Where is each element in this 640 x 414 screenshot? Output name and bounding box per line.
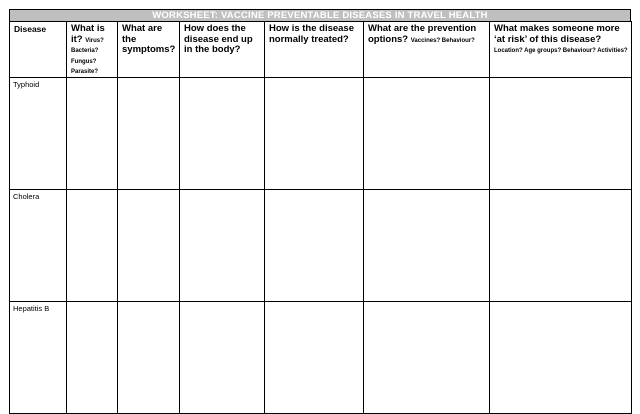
worksheet-title: WORKSHEET: VACCINE PREVENTABLE DISEASES IN TRAVEL HEALTH: [152, 10, 488, 21]
column-header-symptoms: [118, 22, 180, 78]
column-header-type: [67, 22, 118, 78]
column-header-transmission: [180, 22, 265, 78]
column-header-treatment: [265, 22, 364, 78]
answer-cell[interactable]: [265, 77, 364, 189]
disease-cell: Cholera: [10, 189, 67, 301]
answer-cell[interactable]: [490, 301, 632, 413]
answer-cell[interactable]: [364, 77, 490, 189]
answer-cell[interactable]: [118, 189, 180, 301]
disease-cell: Typhoid: [10, 77, 67, 189]
answer-cell[interactable]: [67, 189, 118, 301]
table-row: [10, 189, 632, 301]
table-row: [10, 77, 632, 189]
answer-cell[interactable]: [180, 189, 265, 301]
column-header-hint: Vaccines? Behaviour?: [410, 37, 475, 44]
column-header-label: How is the disease normally treated?: [269, 23, 355, 45]
column-header-disease: [10, 22, 67, 78]
answer-cell[interactable]: [118, 301, 180, 413]
answer-cell[interactable]: [364, 189, 490, 301]
header-row: [10, 22, 632, 78]
worksheet: [9, 9, 631, 414]
column-header-label: What are the symptoms?: [122, 23, 176, 55]
column-header-prevention: [364, 22, 490, 78]
column-header-risk: [490, 22, 632, 78]
answer-cell[interactable]: [265, 301, 364, 413]
answer-cell[interactable]: [180, 301, 265, 413]
column-header-label: Disease: [14, 24, 47, 34]
column-header-hint: Virus? Bacteria? Fungus? Parasite?: [71, 37, 104, 75]
answer-cell[interactable]: [364, 301, 490, 413]
answer-cell[interactable]: [67, 301, 118, 413]
column-header-hint: Location? Age groups? Behaviour? Activities?: [494, 48, 628, 54]
answer-cell[interactable]: [118, 77, 180, 189]
answer-cell[interactable]: [265, 189, 364, 301]
answer-cell[interactable]: [67, 77, 118, 189]
column-header-label: What are the prevention options?: [368, 23, 477, 45]
column-header-label: What makes someone more ‘at risk’ of this disease?: [494, 23, 620, 45]
column-header-label: How does the disease end up in the body?: [184, 23, 253, 55]
worksheet-title-bar: [9, 9, 631, 21]
answer-cell[interactable]: [180, 77, 265, 189]
column-header-label: What is it?: [71, 23, 105, 45]
answer-cell[interactable]: [490, 189, 632, 301]
answer-cell[interactable]: [490, 77, 632, 189]
disease-cell: Hepatitis B: [10, 301, 67, 413]
worksheet-table: [9, 21, 632, 414]
table-row: [10, 301, 632, 413]
